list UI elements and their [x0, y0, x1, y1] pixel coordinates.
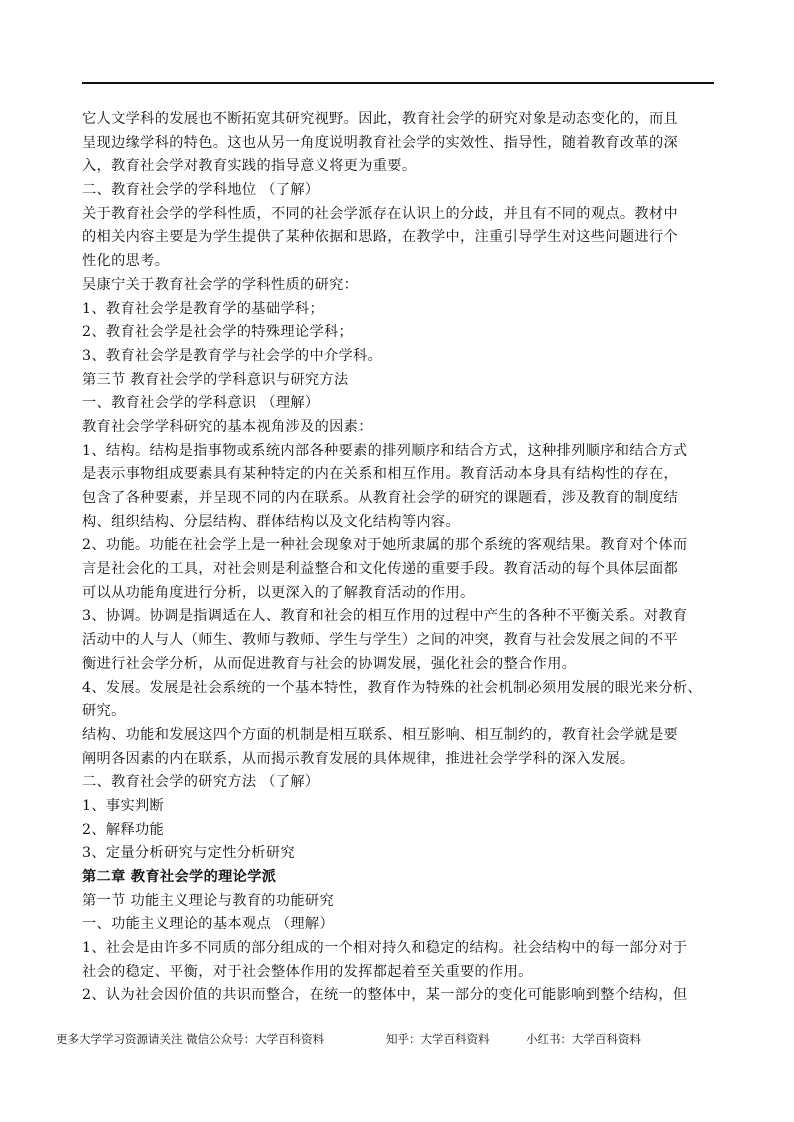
text-line: 1、教育社会学是教育学的基础学科；	[82, 300, 324, 317]
text-line: 第三节 教育社会学的学科意识与研究方法	[82, 371, 349, 388]
text-line: 可以从功能角度进行分析，以更深入的了解教育活动的作用。	[82, 584, 475, 601]
text-line: 的相关内容主要是为学生提供了某种依据和思路，在教学中，注重引导学生对这些问题进行个	[82, 229, 679, 246]
text-line: 2、教育社会学是社会学的特殊理论学科；	[82, 324, 354, 341]
text-line: 结构、功能和发展这四个方面的机制是相互联系、相互影响、相互制约的，教育社会学就是要	[82, 726, 679, 743]
footer-xiaohongshu: 小红书：大学百科资料	[526, 1032, 641, 1046]
text-line: 是表示事物组成要素具有某种特定的内在关系和相互作用。教育活动本身具有结构性的存在，	[82, 466, 679, 483]
text-line: 社会的稳定、平衡，对于社会整体作用的发挥都起着至关重要的作用。	[82, 963, 533, 980]
text-line: 1、事实判断	[82, 797, 165, 814]
text-line: 关于教育社会学的学科性质，不同的社会学派存在认识上的分歧，并且有不同的观点。教材中	[82, 205, 679, 222]
chapter-heading: 第二章 教育社会学的理论学派	[82, 869, 277, 885]
text-line: 第一节 功能主义理论与教育的功能研究	[82, 892, 334, 909]
text-line: 包含了各种要素，并呈现不同的内在联系。从教育社会学的研究的课题看，涉及教育的制度结	[82, 490, 679, 506]
text-line: 1、社会是由许多不同质的部分组成的一个相对持久和稳定的结构。社会结构中的每一部分对于	[82, 940, 688, 957]
footer-zhihu: 知乎：大学百科资料	[386, 1032, 490, 1046]
text-line: 3、协调。协调是指调适在人、教育和社会的相互作用的过程中产生的各种不平衡关系。对教育	[82, 608, 688, 625]
text-line: 言是社会化的工具，对社会则是利益整合和文化传递的重要手段。教育活动的每个具体层面都	[82, 561, 679, 578]
text-line: 1、结构。结构是指事物或系统内部各种要素的排列顺序和结合方式，这种排列顺序和结合方式	[82, 442, 688, 459]
text-line: 活动中的人与人（师生、教师与教师、学生与学生）之间的冲突，教育与社会发展之间的不平	[82, 632, 679, 649]
header-rule	[82, 82, 714, 84]
document-body	[82, 108, 716, 1008]
text-line: 呈现边缘学科的特色。这也从另一角度说明教育社会学的实效性、指导性，随着教育改革的深	[82, 134, 679, 151]
text-line: 3、定量分析研究与定性分析研究	[82, 845, 295, 862]
text-line: 它人文学科的发展也不断拓宽其研究视野。因此，教育社会学的研究对象是动态变化的，而且	[82, 111, 679, 127]
text-line: 性化的思考。	[82, 253, 170, 270]
text-line: 阐明各因素的内在联系，从而揭示教育发展的具体规律，推进社会学学科的深入发展。	[82, 750, 635, 767]
text-line: 衡进行社会学分析，从而促进教育与社会的协调发展，强化社会的整合作用。	[82, 655, 577, 672]
text-line: 教育社会学学科研究的基本视角涉及的因素：	[82, 418, 373, 435]
text-line: 2、功能。功能在社会学上是一种社会现象对于她所隶属的那个系统的客观结果。教育对个体而	[82, 537, 688, 554]
text-line: 3、教育社会学是教育学与社会学的中介学科。	[82, 347, 383, 364]
text-line: 2、认为社会因价值的共识而整合，在统一的整体中，某一部分的变化可能影响到整个结构，但	[82, 987, 688, 1004]
text-line: 二、教育社会学的学科地位 （了解）	[82, 182, 320, 199]
text-line: 一、教育社会学的学科意识 （理解）	[82, 395, 320, 412]
text-line: 2、解释功能	[82, 821, 165, 838]
text-line: 入，教育社会学对教育实践的指导意义将更为重要。	[82, 158, 417, 175]
text-line: 4、发展。发展是社会系统的一个基本特性，教育作为特殊的社会机制必须用发展的眼光来分析、	[82, 679, 702, 696]
text-line: 吴康宁关于教育社会学的学科性质的研究：	[82, 276, 359, 293]
text-line: 二、教育社会学的研究方法 （了解）	[82, 774, 320, 791]
footer-wechat: 更多大学学习资源请关注 微信公众号：大学百科资料	[56, 1032, 325, 1046]
text-line: 一、功能主义理论的基本观点 （理解）	[82, 916, 334, 933]
text-line: 构、组织结构、分层结构、群体结构以及文化结构等内容。	[82, 513, 460, 530]
text-line: 研究。	[82, 703, 126, 720]
